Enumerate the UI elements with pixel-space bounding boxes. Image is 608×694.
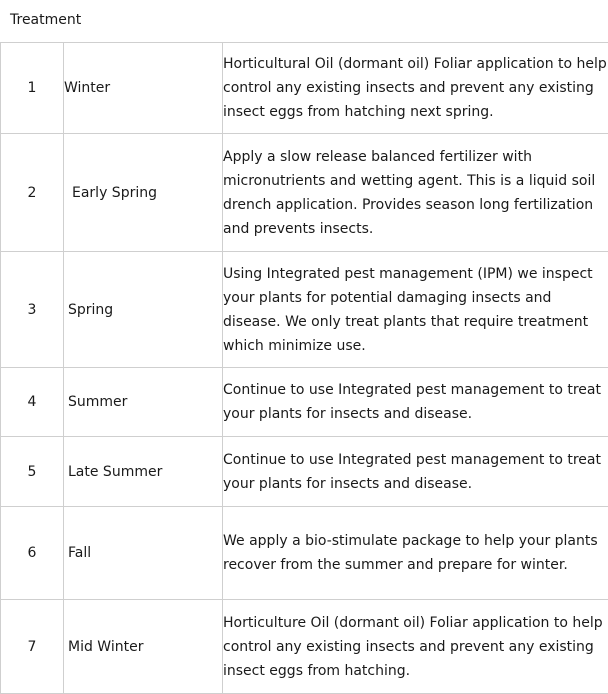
season-cell bbox=[64, 43, 223, 134]
season-label: Winter bbox=[64, 80, 111, 96]
row-number-cell bbox=[1, 368, 64, 437]
season-cell bbox=[64, 252, 223, 368]
treatment-description: Continue to use Integrated pest management to treat your plants for insects and disease. bbox=[223, 451, 601, 492]
table-row bbox=[1, 368, 608, 437]
row-number: 7 bbox=[27, 638, 37, 655]
table-caption: Treatment bbox=[10, 12, 82, 28]
row-number-cell bbox=[1, 43, 64, 134]
table-row bbox=[1, 252, 608, 368]
description-cell bbox=[223, 600, 608, 694]
treatment-description: Horticultural Oil (dormant oil) Foliar application to help control any existing insects and prevent any existing insect eggs from hatching next spring. bbox=[223, 56, 607, 120]
row-number: 1 bbox=[27, 80, 37, 96]
row-number: 2 bbox=[27, 184, 37, 201]
description-cell bbox=[223, 252, 608, 368]
table-row bbox=[1, 43, 608, 134]
treatment-description: Continue to use Integrated pest management to treat your plants for insects and disease. bbox=[223, 382, 601, 422]
description-cell bbox=[223, 43, 608, 134]
treatment-description: Apply a slow release balanced fertilizer with micronutrients and wetting agent. This is a liquid soil drench application. Provides season long fertilization and prevents insects. bbox=[223, 148, 596, 237]
season-label: Fall bbox=[68, 545, 92, 561]
table-row bbox=[1, 437, 608, 507]
description-cell bbox=[223, 507, 608, 600]
season-label: Late Summer bbox=[68, 463, 163, 480]
season-cell bbox=[64, 437, 223, 507]
table-row bbox=[1, 134, 608, 252]
season-label: Early Spring bbox=[72, 184, 157, 201]
description-cell bbox=[223, 368, 608, 437]
row-number-cell bbox=[1, 437, 64, 507]
season-cell bbox=[64, 507, 223, 600]
treatment-description: We apply a bio-stimulate package to help your plants recover from the summer and prepare for winter. bbox=[223, 533, 598, 573]
season-cell bbox=[64, 134, 223, 252]
row-number-cell bbox=[1, 252, 64, 368]
table-row bbox=[1, 600, 608, 694]
row-number-cell bbox=[1, 134, 64, 252]
treatment-description: Horticulture Oil (dormant oil) Foliar application to help control any existing insects and prevent any existing insect eggs from hatching. bbox=[223, 614, 603, 679]
description-cell bbox=[223, 134, 608, 252]
treatment-table bbox=[0, 42, 608, 694]
row-number: 3 bbox=[27, 301, 37, 318]
row-number-cell bbox=[1, 600, 64, 694]
treatment-description: Using Integrated pest management (IPM) we inspect your plants for potential damaging insects and disease. We only treat plants that require treatment which minimize use. bbox=[223, 265, 593, 354]
season-label: Summer bbox=[68, 394, 128, 410]
season-cell bbox=[64, 600, 223, 694]
table-row bbox=[1, 507, 608, 600]
row-number: 6 bbox=[27, 545, 37, 561]
row-number: 5 bbox=[27, 463, 37, 480]
season-label: Spring bbox=[68, 301, 114, 318]
row-number: 4 bbox=[27, 394, 37, 410]
description-cell bbox=[223, 437, 608, 507]
row-number-cell bbox=[1, 507, 64, 600]
season-label: Mid Winter bbox=[68, 638, 144, 655]
season-cell bbox=[64, 368, 223, 437]
